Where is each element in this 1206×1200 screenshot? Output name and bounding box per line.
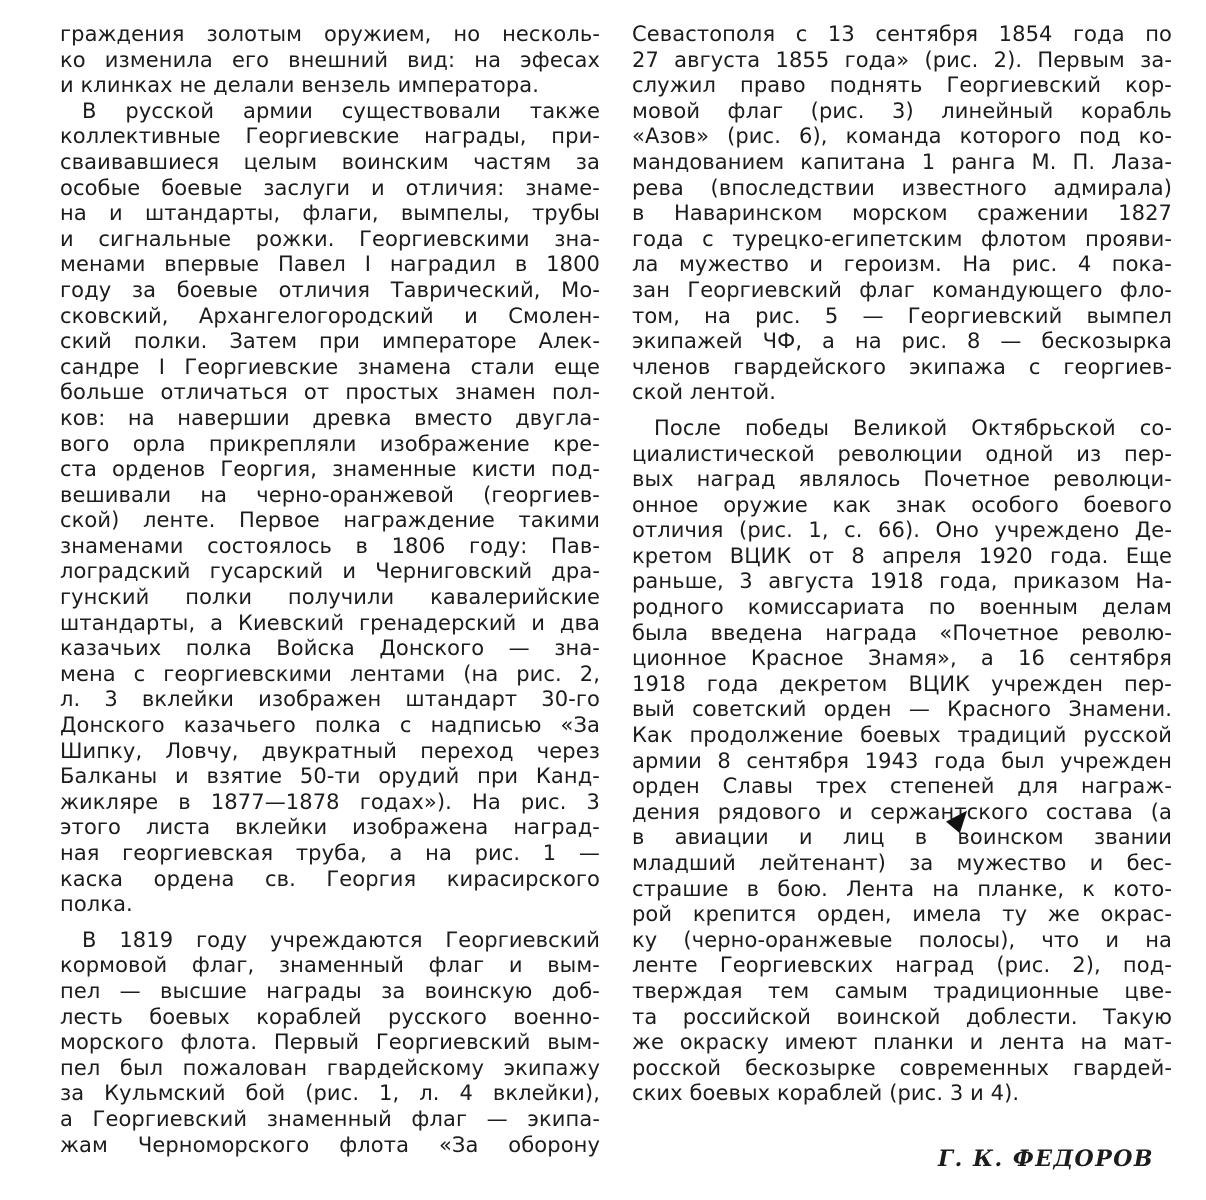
text-line: этого листа вклейки изображена наград- <box>60 815 600 840</box>
text-line: морского флота. Первый Георгиевский вым- <box>60 1030 600 1055</box>
text-line: ской лентой. <box>632 380 777 405</box>
text-line: Шипку, Ловчу, двукратный переход через <box>60 738 600 763</box>
text-line: больше отличаться от простых знамен пол- <box>60 380 600 405</box>
text-line: отличия (рис. 1, с. 66). Оно учреждено Де- <box>632 518 1172 543</box>
text-line: ку (черно-оранжевые полосы), что и на <box>632 927 1172 952</box>
text-line: лесть боевых кораблей русского военно- <box>60 1004 600 1029</box>
text-line: рой крепится орден, имела ту же окрас- <box>632 902 1172 927</box>
text-line: жам Черноморского флота «За оборону <box>60 1132 600 1157</box>
text-line: 1918 года декретом ВЦИК учрежден пер- <box>632 671 1172 696</box>
text-line: ла мужество и героизм. На рис. 4 пока- <box>632 252 1172 277</box>
text-line: 27 августа 1855 года» (рис. 2). Первым за- <box>632 47 1172 72</box>
text-line: том, на рис. 5 — Георгиевский вымпел <box>632 303 1172 328</box>
text-line: В 1819 году учреждаются Георгиевский <box>82 927 600 952</box>
text-line: ской) ленте. Первое награждение такими <box>60 508 600 533</box>
text-line: мена с георгиевскими лентами (на рис. 2, <box>60 661 600 686</box>
text-line: и сигнальные рожки. Георгиевскими зна- <box>60 226 600 251</box>
text-line: пел — высшие награды за воинскую доб- <box>60 978 600 1003</box>
text-line: «Азов» (рис. 6), команда которого под ко- <box>632 124 1172 149</box>
paragraph-gap <box>632 406 1172 416</box>
text-line: ста орденов Георгия, знаменные кисти под- <box>60 457 600 482</box>
text-line: орден Славы трех степеней для награж- <box>632 774 1172 799</box>
text-line: казачьих полка Войска Донского — зна- <box>60 636 600 661</box>
text-line: та российской воинской доблести. Такую <box>632 1004 1172 1029</box>
text-line: менами впервые Павел I наградил в 1800 <box>60 252 600 277</box>
text-line: в авиации и лиц в воинском звании <box>632 825 1172 850</box>
text-line: членов гвардейского экипажа с георгиев- <box>632 354 1172 379</box>
text-line: ционное Красное Знамя», а 16 сентября <box>632 646 1172 671</box>
text-line: Донского казачьего полка с надписью «За <box>60 713 600 738</box>
text-line: л. 3 вклейки изображен штандарт 30-го <box>60 687 600 712</box>
text-line: рева (впоследствии известного адмирала) <box>632 175 1172 200</box>
text-line: ная георгиевская труба, а на рис. 1 — <box>60 841 600 865</box>
text-line: ских боевых кораблей (рис. 3 и 4). <box>632 1081 1020 1106</box>
text-line: году за боевые отличия Таврический, Мо- <box>60 277 600 302</box>
text-line: мовой флаг (рис. 3) линейный корабль <box>632 98 1172 123</box>
text-line: кретом ВЦИК от 8 апреля 1920 года. Еще <box>632 543 1172 568</box>
text-line: вешивали на черно-оранжевой (георгиев- <box>60 482 600 507</box>
text-line: граждения золотым оружием, но несколь- <box>60 22 600 46</box>
text-line: онное оружие как знак особого боевого <box>632 492 1172 517</box>
text-line: росской бескозырке современных гвардей- <box>632 1055 1172 1080</box>
text-line: и клинках не делали вензель императора. <box>60 73 540 98</box>
text-line: года с турецко-египетским флотом прояви- <box>632 226 1172 251</box>
text-line: мандованием капитана 1 ранга М. П. Лаза- <box>632 149 1172 174</box>
text-line: ский полки. Затем при императоре Алек- <box>60 329 600 354</box>
text-line: В русской армии существовали также <box>82 98 600 123</box>
left-column <box>60 22 600 1158</box>
text-line: Как продолжение боевых традиций русской <box>632 723 1172 748</box>
text-line: за Кульмский бой (рис. 1, л. 4 вклейки), <box>60 1081 600 1106</box>
text-line: раньше, 3 августа 1918 года, приказом На- <box>632 569 1172 594</box>
text-line: вый советский орден — Красного Знамени. <box>632 697 1172 722</box>
right-column <box>632 22 1172 1107</box>
text-line: Балканы и взятие 50-ти орудий при Канд- <box>60 764 600 789</box>
paragraph-gap <box>60 918 600 928</box>
text-line: После победы Великой Октябрьской со- <box>654 415 1172 440</box>
text-line: тверждая тем самым традиционные цве- <box>632 978 1172 1003</box>
text-line: а Георгиевский знаменный флаг — экипа- <box>60 1106 600 1131</box>
text-line: ков: на навершии древка вместо двугла- <box>60 405 600 430</box>
text-line: особые боевые заслуги и отличия: знаме- <box>60 175 600 200</box>
text-line: сандре I Георгиевские знамена стали еще <box>60 354 600 379</box>
text-line: полка. <box>60 892 133 917</box>
text-line: вого орла прикрепляли изображение кре- <box>60 431 600 456</box>
text-line: страшие в бою. Лента на планке, к кото- <box>632 876 1172 901</box>
text-line: Севастополя с 13 сентября 1854 года по <box>632 22 1172 46</box>
text-line: сковский, Архангелогородский и Смолен- <box>60 303 600 328</box>
text-line: в Наваринском морском сражении 1827 <box>632 201 1172 226</box>
text-line: на и штандарты, флаги, вымпелы, трубы <box>60 201 600 226</box>
text-line: дения рядового и сержантского состава (а <box>632 799 1172 824</box>
text-line: жикляре в 1877—1878 годах»). На рис. 3 <box>60 789 600 814</box>
text-line: экипажей ЧФ, а на рис. 8 — бескозырка <box>632 329 1172 354</box>
text-line: армии 8 сентября 1943 года был учрежден <box>632 748 1172 773</box>
text-line: пел был пожалован гвардейскому экипажу <box>60 1055 600 1080</box>
text-line: ко изменила его внешний вид: на эфесах <box>60 47 600 72</box>
text-line: служил право поднять Георгиевский кор- <box>632 73 1172 98</box>
text-line: вых наград являлось Почетное революци- <box>632 467 1172 492</box>
author-signature: Г. К. ФЕДОРОВ <box>937 1146 1154 1172</box>
text-line: родного комиссариата по военным делам <box>632 595 1172 620</box>
text-line: кормовой флаг, знаменный флаг и вым- <box>60 953 600 978</box>
text-line: циалистической революции одной из пер- <box>632 441 1172 466</box>
text-line: знаменами состоялось в 1806 году: Пав- <box>60 533 600 558</box>
text-line: была введена награда «Почетное револю- <box>632 620 1172 645</box>
text-line: зан Георгиевский флаг командующего фло- <box>632 277 1172 302</box>
text-line: коллективные Георгиевские награды, при- <box>60 124 600 149</box>
text-line: же окраску имеют планки и лента на мат- <box>632 1030 1172 1055</box>
text-line: штандарты, а Киевский гренадерский и два <box>60 610 600 635</box>
text-line: сваивавшиеся целым воинским частям за <box>60 149 600 174</box>
text-line: лоградский гусарский и Черниговский дра- <box>60 559 600 584</box>
text-line: каска ордена св. Георгия кирасирского <box>60 866 600 891</box>
text-line: ленте Георгиевских наград (рис. 2), под- <box>632 953 1172 978</box>
text-line: гунский полки получили кавалерийские <box>60 585 600 610</box>
text-line: младший лейтенант) за мужество и бес- <box>632 851 1172 875</box>
